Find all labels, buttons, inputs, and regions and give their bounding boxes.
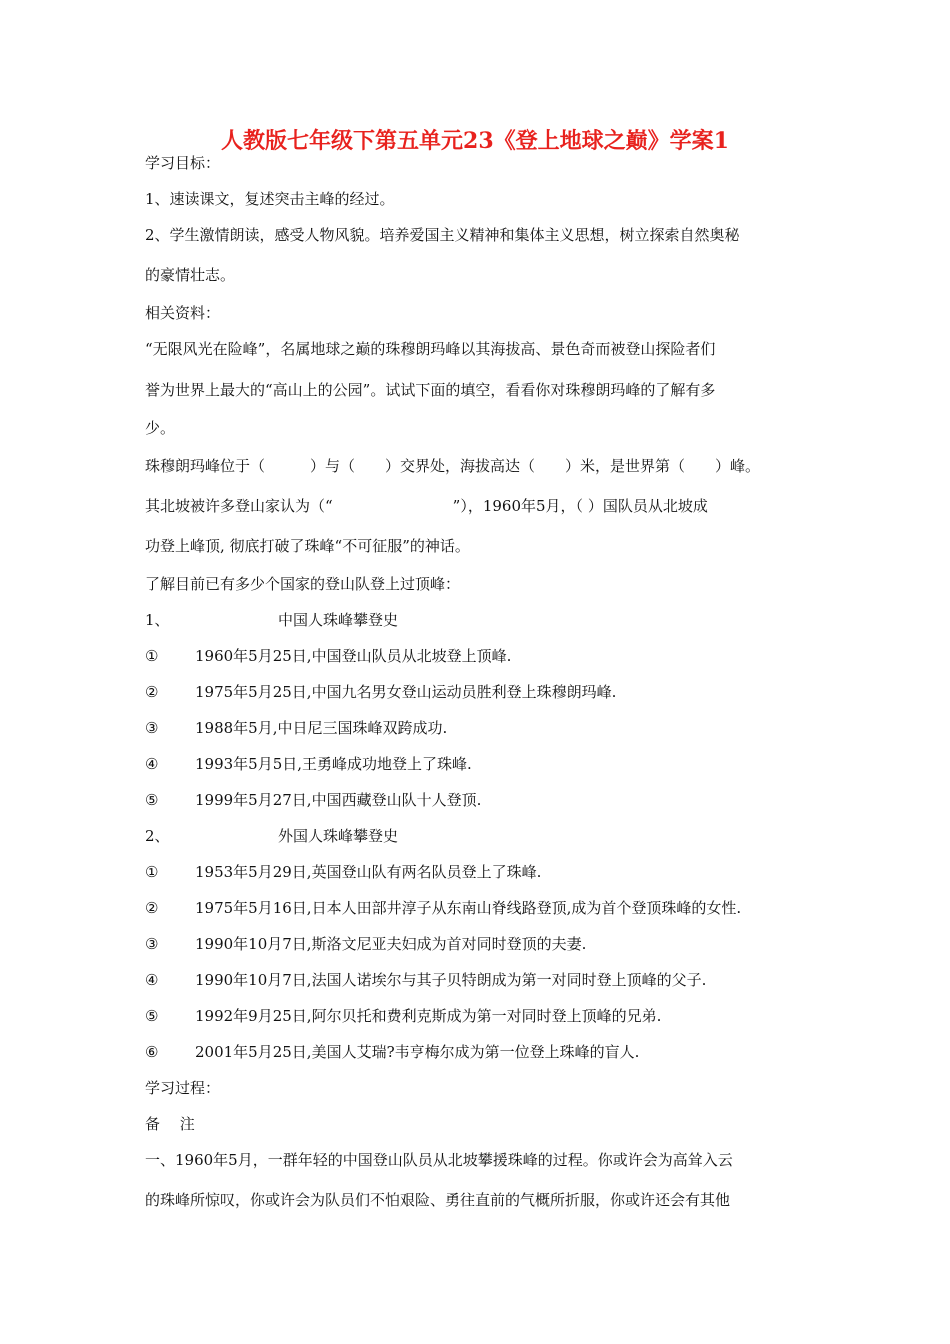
materials-paragraph-line-3: 少。 — [145, 419, 176, 437]
process-heading: 学习过程： — [145, 1079, 221, 1097]
objective-item-1: 1、速读课文，复述突击主峰的经过。 — [145, 190, 395, 208]
document-title: 人教版七年级下第五单元23《登上地球之巅》学案1 — [221, 128, 729, 154]
fill-blank-line-3: 功登上峰顶, 彻底打破了珠峰“不可征服”的神话。 — [145, 537, 470, 555]
objective-item-2-line-2: 的豪情壮志。 — [145, 266, 236, 284]
list-item-text: 1999年5月27日,中国西藏登山队十人登顶. — [195, 791, 482, 809]
countries-intro: 了解目前已有多少个国家的登山队登上过顶峰： — [145, 575, 461, 593]
list-item-text: 1988年5月,中日尼三国珠峰双跨成功. — [195, 719, 448, 737]
list-item-text: 1990年10月7日,斯洛文尼亚夫妇成为首对同时登顶的夫妻. — [195, 935, 587, 953]
list-item-marker: ⑤ — [145, 791, 159, 809]
list-item-marker: ① — [145, 863, 159, 881]
objectives-heading: 学习目标： — [145, 154, 221, 172]
list-item-marker: ② — [145, 899, 159, 917]
foreign-history-number: 2、 — [145, 827, 170, 845]
list-item-marker: ② — [145, 683, 159, 701]
chinese-history-title: 中国人珠峰攀登史 — [278, 611, 399, 629]
chinese-history-number: 1、 — [145, 611, 170, 629]
list-item-marker: ③ — [145, 935, 159, 953]
list-item-text: 1960年5月25日,中国登山队员从北坡登上顶峰. — [195, 647, 512, 665]
notes-label: 备 注 — [145, 1115, 195, 1133]
list-item-text: 2001年5月25日,美国人艾瑞?韦亨梅尔成为第一位登上珠峰的盲人. — [195, 1043, 640, 1061]
list-item-text: 1993年5月5日,王勇峰成功地登上了珠峰. — [195, 755, 472, 773]
list-item-marker: ⑤ — [145, 1007, 159, 1025]
objective-item-2-line-1: 2、学生激情朗读，感受人物风貌。培养爱国主义精神和集体主义思想，树立探索自然奥秘 — [145, 226, 740, 244]
materials-paragraph-line-2: 誉为世界上最大的“高山上的公园”。试试下面的填空，看看你对珠穆朗玛峰的了解有多 — [145, 381, 716, 399]
process-paragraph-line-1: 一、1960年5月，一群年轻的中国登山队员从北坡攀援珠峰的过程。你或许会为高耸入云 — [145, 1151, 733, 1169]
foreign-history-title: 外国人珠峰攀登史 — [278, 827, 399, 845]
list-item-text: 1975年5月16日,日本人田部井淳子从东南山脊线路登顶,成为首个登顶珠峰的女性. — [195, 899, 742, 917]
fill-blank-line-2: 其北坡被许多登山家认为（“ ”），1960年5月，（ ）国队员从北坡成 — [145, 497, 708, 515]
process-paragraph-line-2: 的珠峰所惊叹，你或许会为队员们不怕艰险、勇往直前的气概所折服，你或许还会有其他 — [145, 1191, 731, 1209]
list-item-marker: ④ — [145, 755, 159, 773]
list-item-text: 1992年9月25日,阿尔贝托和费利克斯成为第一对同时登上顶峰的兄弟. — [195, 1007, 662, 1025]
list-item-text: 1953年5月29日,英国登山队有两名队员登上了珠峰. — [195, 863, 542, 881]
materials-heading: 相关资料： — [145, 304, 221, 322]
list-item-marker: ⑥ — [145, 1043, 159, 1061]
list-item-marker: ① — [145, 647, 159, 665]
list-item-text: 1990年10月7日,法国人诺埃尔与其子贝特朗成为第一对同时登上顶峰的父子. — [195, 971, 707, 989]
list-item-text: 1975年5月25日,中国九名男女登山运动员胜利登上珠穆朗玛峰. — [195, 683, 617, 701]
list-item-marker: ④ — [145, 971, 159, 989]
list-item-marker: ③ — [145, 719, 159, 737]
fill-blank-line-1: 珠穆朗玛峰位于（ ）与（ ）交界处，海拔高达（ ）米，是世界第（ ）峰。 — [145, 457, 761, 475]
materials-paragraph-line-1: “无限风光在险峰”，名属地球之巅的珠穆朗玛峰以其海拔高、景色奇而被登山探险者们 — [145, 340, 716, 358]
